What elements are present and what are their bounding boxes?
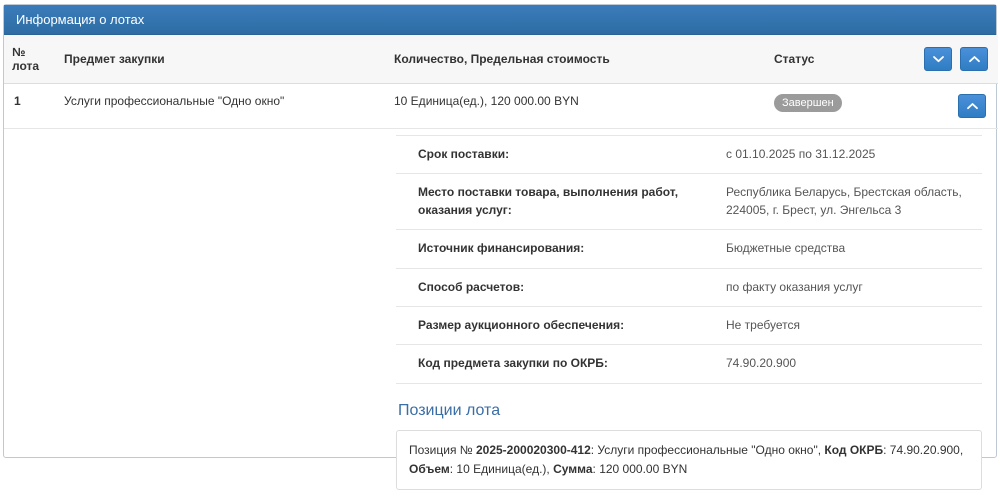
- detail-value-auction-guarantee: Не требуется: [716, 306, 982, 344]
- row-toggle-button[interactable]: [958, 94, 986, 118]
- cell-lot-number: 1: [4, 84, 56, 129]
- detail-value-financing-source: Бюджетные средства: [716, 230, 982, 268]
- detail-value-okrb-code: 74.90.20.900: [716, 345, 982, 383]
- column-header-lot-number-line1: №: [12, 45, 26, 59]
- detail-row-delivery-place: [396, 174, 982, 230]
- detail-row-okrb-code: [396, 345, 982, 383]
- lot-details-body: [396, 136, 982, 384]
- column-header-lot-number-line2: лота: [12, 59, 40, 73]
- panel-header: [4, 5, 996, 35]
- chevron-up-icon: [969, 55, 980, 63]
- chevron-up-icon: [967, 102, 978, 110]
- detail-label-financing-source: Источник финансирования:: [396, 230, 716, 268]
- cell-quantity: 10 Единица(ед.), 120 000.00 BYN: [386, 84, 766, 129]
- column-header-status: Статус: [766, 35, 916, 84]
- lot-details-table: [396, 135, 982, 384]
- cell-subject: Услуги профессиональные "Одно окно": [56, 84, 386, 129]
- table-header-row: [4, 35, 998, 84]
- detail-row-delivery-term: [396, 136, 982, 174]
- detail-value-payment-method: по факту оказания услуг: [716, 268, 982, 306]
- cell-status: [766, 84, 916, 129]
- lots-panel: [3, 4, 997, 476]
- lots-table: [4, 35, 998, 129]
- chevron-down-icon: [933, 55, 944, 63]
- detail-row-payment-method: [396, 268, 982, 306]
- position-okrb-value: : 74.90.20.900,: [883, 442, 964, 457]
- expand-all-button[interactable]: [960, 47, 988, 71]
- cell-actions: [916, 84, 998, 129]
- page-title: Информация о лотах: [16, 12, 145, 27]
- collapse-all-button[interactable]: [924, 47, 952, 71]
- detail-row-financing-source: [396, 230, 982, 268]
- position-sum-label: Сумма: [553, 461, 593, 476]
- column-header-quantity: Количество, Предельная стоимость: [386, 35, 766, 84]
- detail-label-auction-guarantee: Размер аукционного обеспечения:: [396, 306, 716, 344]
- detail-value-delivery-term: с 01.10.2025 по 31.12.2025: [716, 136, 982, 174]
- position-number: 2025-200020300-412: [475, 442, 591, 457]
- positions-heading: Позиции лота: [398, 401, 501, 419]
- detail-label-delivery-term: Срок поставки:: [396, 136, 716, 174]
- lots-table-head: [4, 35, 998, 84]
- detail-label-delivery-place: Место поставки товара, выполнения работ, оказания услуг:: [396, 174, 716, 230]
- position-subject: : Услуги профессиональные "Одно окно",: [590, 442, 825, 457]
- column-header-actions: [916, 35, 998, 84]
- lot-details-section: [4, 129, 996, 500]
- column-header-subject: Предмет закупки: [56, 35, 386, 84]
- detail-label-payment-method: Способ расчетов:: [396, 268, 716, 306]
- position-volume-label: Объем: [409, 461, 450, 476]
- detail-row-auction-guarantee: [396, 306, 982, 344]
- status-badge: Завершен: [774, 94, 842, 112]
- lots-table-body: [4, 84, 998, 129]
- table-row: [4, 84, 998, 129]
- position-okrb-label: Код ОКРБ: [824, 442, 884, 457]
- position-volume-value: : 10 Единица(ед.),: [449, 461, 554, 476]
- position-sum-value: : 120 000.00 BYN: [592, 461, 688, 476]
- column-header-lot-number: [4, 35, 56, 84]
- detail-value-delivery-place: Республика Беларусь, Брестская область, 224005, г. Брест, ул. Энгельса 3: [716, 174, 982, 230]
- position-prefix: Позиция №: [409, 442, 476, 457]
- detail-label-okrb-code: Код предмета закупки по ОКРБ:: [396, 345, 716, 383]
- list-item: [396, 430, 982, 490]
